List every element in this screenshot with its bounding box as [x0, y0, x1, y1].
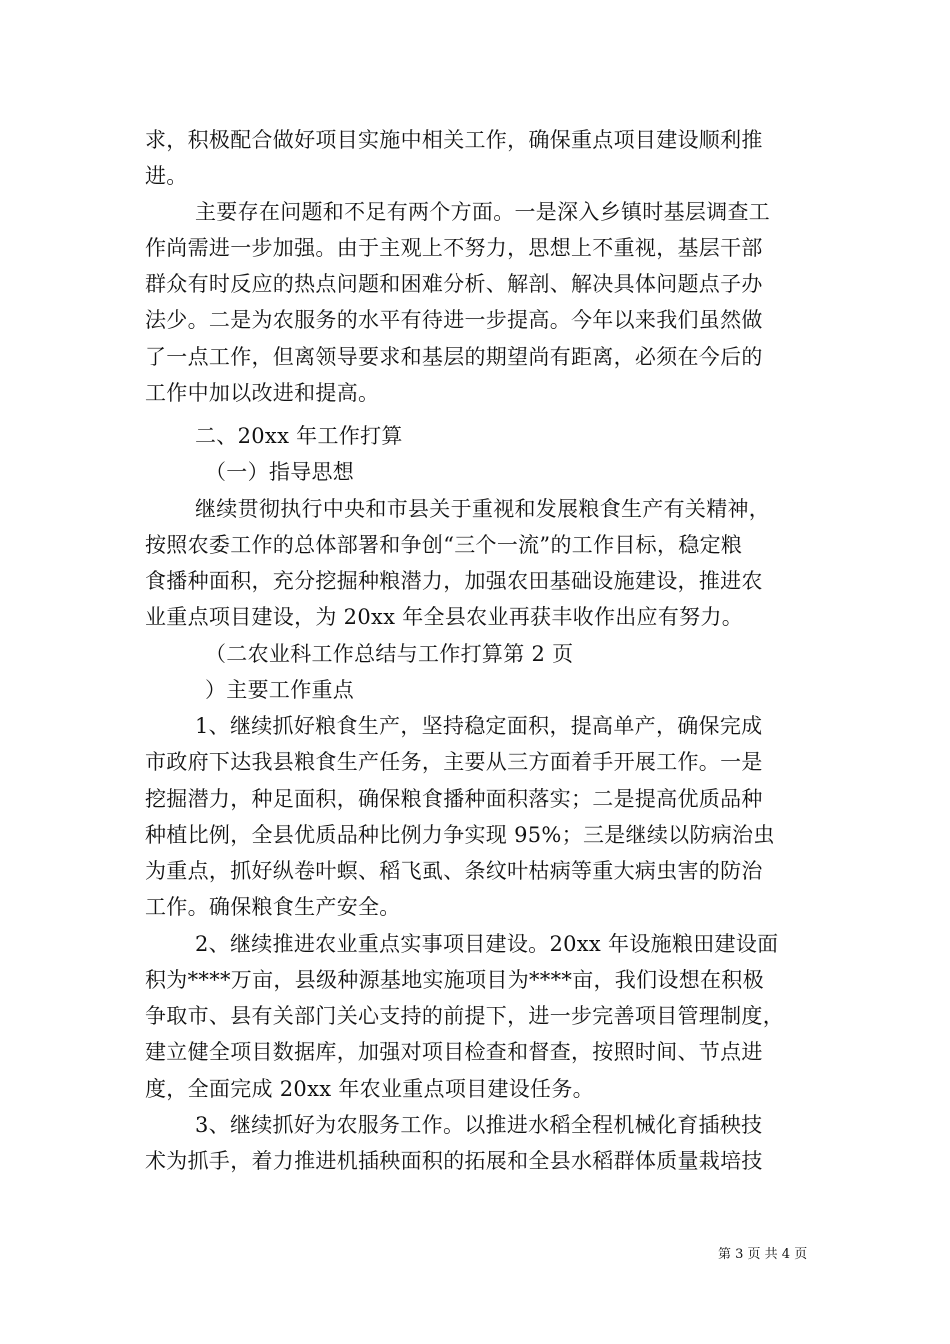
text-line: 为重点，抓好纵卷叶螟、稻飞虱、条纹叶枯病等重大病虫害的防治 — [145, 859, 763, 883]
text-line: 市政府下达我县粮食生产任务，主要从三方面着手开展工作。一是 — [145, 750, 763, 774]
section-heading: 二、20xx 年工作打算 — [195, 424, 403, 448]
text-line: 挖掘潜力，种足面积，确保粮食播种面积落实；二是提高优质品种 — [145, 787, 763, 811]
paragraph-start-line: 继续贯彻执行中央和市县关于重视和发展粮食生产有关精神， — [195, 497, 771, 521]
text-line: 业重点项目建设，为 20xx 年全县农业再获丰收作出应有努力。 — [145, 605, 744, 629]
text-line: 争取市、县有关部门关心支持的前提下，进一步完善项目管理制度， — [145, 1004, 784, 1028]
text-line: 作尚需进一步加强。由于主观上不努力，思想上不重视，基层干部 — [145, 236, 763, 260]
page-number-footer: 第 3 页 共 4 页 — [718, 1247, 808, 1262]
text-line: 度，全面完成 20xx 年农业重点项目建设任务。 — [145, 1077, 594, 1101]
text-line: 进。 — [145, 164, 188, 188]
text-line: 工作中加以改进和提高。 — [145, 381, 380, 405]
text-line: 工作。确保粮食生产安全。 — [145, 895, 401, 919]
text-line: 群众有时反应的热点问题和困难分析、解剖、解决具体问题点子办 — [145, 272, 763, 296]
text-line: 求，积极配合做好项目实施中相关工作，确保重点项目建设顺利推 — [145, 128, 763, 152]
text-line: 积为****万亩，县级种源基地实施项目为****亩，我们设想在积极 — [145, 968, 764, 992]
text-line: 术为抓手，着力推进机插秧面积的拓展和全县水稻群体质量栽培技 — [145, 1149, 763, 1173]
paragraph-start-line: 1、继续抓好粮食生产，坚持稳定面积，提高单产，确保完成 — [195, 714, 763, 738]
subsection-heading: （二农业科工作总结与工作打算第 2 页 — [205, 642, 574, 666]
subsection-heading: ）主要工作重点 — [205, 678, 355, 702]
text-line: 按照农委工作的总体部署和争创“三个一流”的工作目标，稳定粮 — [145, 533, 743, 557]
paragraph-start-line: 3、继续抓好为农服务工作。以推进水稻全程机械化育插秧技 — [195, 1113, 763, 1137]
text-line: 了一点工作，但离领导要求和基层的期望尚有距离，必须在今后的 — [145, 345, 763, 369]
text-line: 法少。二是为农服务的水平有待进一步提高。今年以来我们虽然做 — [145, 308, 763, 332]
text-line: 种植比例，全县优质品种比例力争实现 95%；三是继续以防病治虫 — [145, 823, 775, 847]
paragraph-start-line: 2、继续推进农业重点实事项目建设。20xx 年设施粮田建设面 — [195, 932, 779, 956]
text-line: 建立健全项目数据库，加强对项目检查和督查，按照时间、节点进 — [145, 1040, 763, 1064]
subsection-heading: （一）指导思想 — [205, 460, 355, 484]
paragraph-start-line: 主要存在问题和不足有两个方面。一是深入乡镇时基层调查工 — [195, 200, 771, 224]
text-line: 食播种面积，充分挖掘种粮潜力，加强农田基础设施建设，推进农 — [145, 569, 763, 593]
